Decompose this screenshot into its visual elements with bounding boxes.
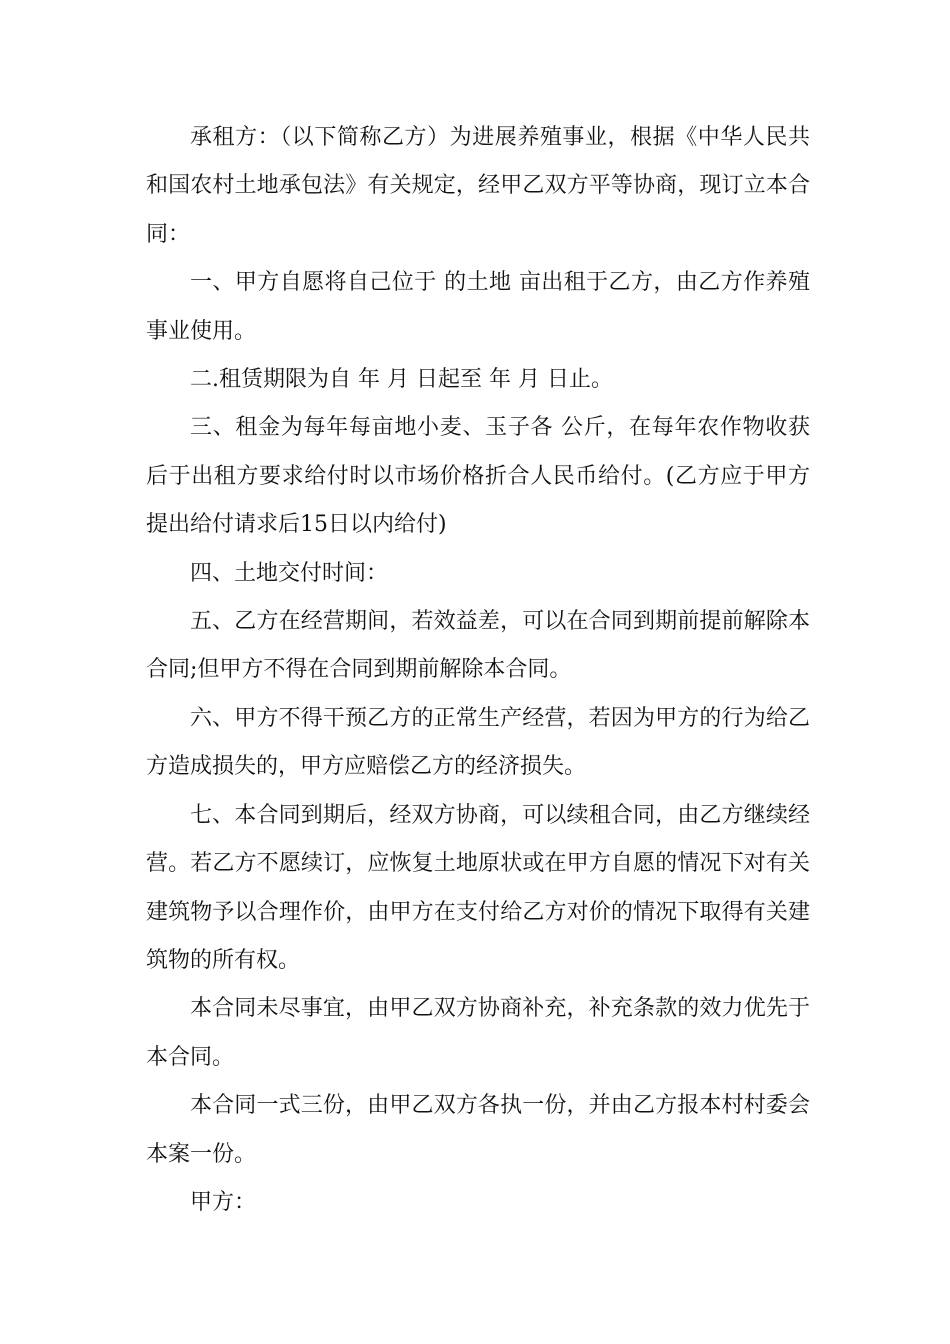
- party-a-signature-label: 甲方：: [190, 1189, 257, 1215]
- paragraph-clause-7-renewal: 七、本合同到期后，经双方协商，可以续租合同，由乙方继续经营。若乙方不愿续订，应恢复土地原状或在甲方自愿的情况下对有关建筑物予以合理作价，由甲方在支付给乙方对价的情况下取得有关建筑物的所有权。: [146, 802, 810, 973]
- paragraph-clause-4-delivery: 四、土地交付时间：: [190, 560, 389, 586]
- paragraph-clause-6-interference: 六、甲方不得干预乙方的正常生产经营，若因为甲方的行为给乙方造成损失的，甲方应赔偿乙方的经济损失。: [146, 705, 810, 780]
- paragraph-clause-2-term: 二.租赁期限为自 年 月 日起至 年 月 日止。: [190, 367, 613, 393]
- paragraph-copies: 本合同一式三份，由甲乙双方各执一份，并由乙方报本村村委会本案一份。: [146, 1093, 810, 1167]
- contract-body: [146, 114, 810, 1227]
- paragraph-clause-1-land: 一、甲方自愿将自己位于 的土地 亩出租于乙方，由乙方作养殖事业使用。: [146, 270, 810, 344]
- paragraph-clause-3-rent: 三、租金为每年每亩地小麦、玉子各 公斤，在每年农作物收获后于出租方要求给付时以市场价格折合人民币给付。(乙方应于甲方提出给付请求后15日以内给付): [146, 415, 810, 538]
- paragraph-supplement: 本合同未尽事宜，由甲乙双方协商补充，补充条款的效力优先于本合同。: [146, 996, 810, 1070]
- paragraph-clause-5-termination: 五、乙方在经营期间，若效益差，可以在合同到期前提前解除本合同;但甲方不得在合同到期前解除本合同。: [146, 609, 810, 683]
- paragraph-lessee-intro: 承租方：（以下简称乙方）为进展养殖事业，根据《中华人民共和国农村土地承包法》有关规定，经甲乙双方平等协商，现订立本合同：: [146, 125, 810, 247]
